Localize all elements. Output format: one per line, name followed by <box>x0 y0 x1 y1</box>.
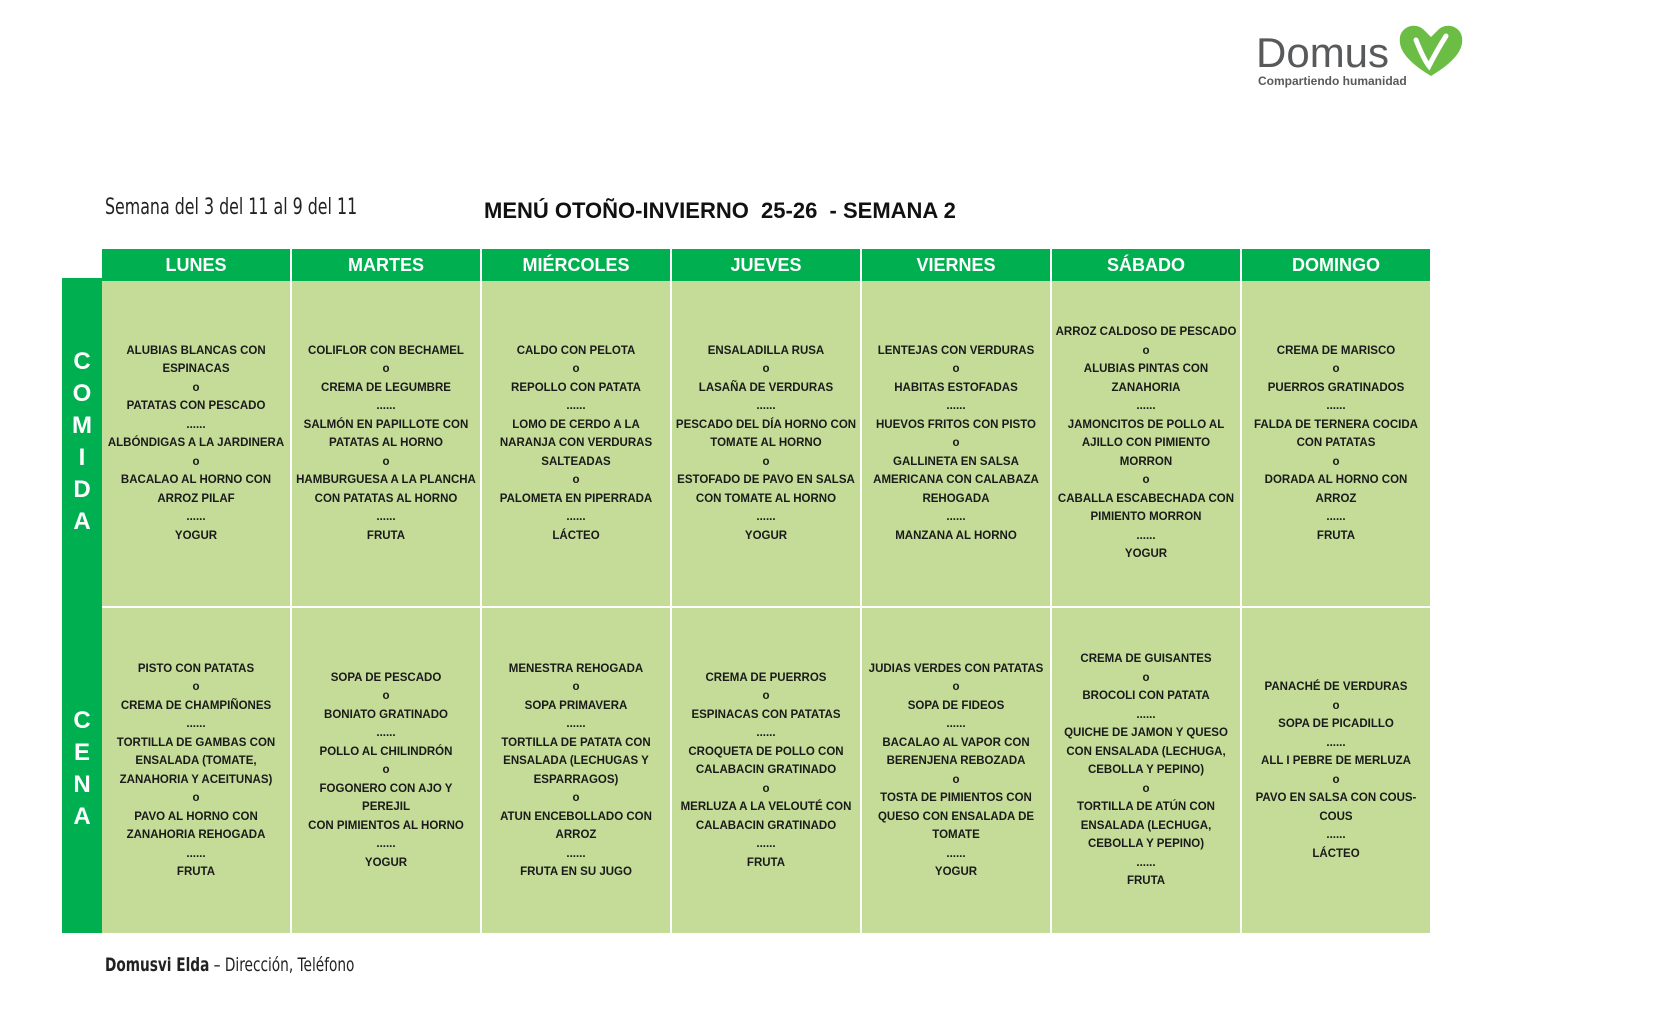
footer-name: Domusvi Elda <box>105 954 210 976</box>
menu-title: MENÚ OTOÑO-INVIERNO 25-26 - SEMANA 2 <box>484 198 956 223</box>
day-header-2: MIÉRCOLES <box>482 249 672 281</box>
heart-icon <box>1396 22 1466 80</box>
footer <box>105 954 354 976</box>
menu-cell: ARROZ CALDOSO DE PESCADO o ALUBIAS PINTAS CON ZANAHORIA ...... JAMONCITOS DE POLLO AL AJILLO CON PIMIENTO MORRON o CABALLA ESCABECHADA CON PIMIENTO MORRON ...... YOGUR <box>1052 281 1242 608</box>
meal-label-text: CENA <box>73 707 91 830</box>
menu-cell: COLIFLOR CON BECHAMEL o CREMA DE LEGUMBRE ...... SALMÓN EN PAPILLOTE CON PATATAS AL HORNO o HAMBURGUESA A LA PLANCHA CON PATATAS AL HORNO ...... FRUTA <box>292 281 482 608</box>
menu-cell: SOPA DE PESCADO o BONIATO GRATINADO ...... POLLO AL CHILINDRÓN o FOGONERO CON AJO Y PEREJIL CON PIMIENTOS AL HORNO ...... YOGUR <box>292 608 482 935</box>
menu-cell: ALUBIAS BLANCAS CON ESPINACAS o PATATAS CON PESCADO ...... ALBÓNDIGAS A LA JARDINERA o BACALAO AL HORNO CON ARROZ PILAF ...... YOGUR <box>102 281 292 608</box>
day-header-3: JUEVES <box>672 249 862 281</box>
domusvi-logo <box>1256 22 1476 94</box>
menu-cell: PANACHÉ DE VERDURAS o SOPA DE PICADILLO ...... ALL I PEBRE DE MERLUZA o PAVO EN SALSA CON COUS- COUS ...... LÁCTEO <box>1242 608 1432 935</box>
menu-cell: ENSALADILLA RUSA o LASAÑA DE VERDURAS ...... PESCADO DEL DÍA HORNO CON TOMATE AL HORNO o ESTOFADO DE PAVO EN SALSA CON TOMATE AL HORNO ...... YOGUR <box>672 281 862 608</box>
day-header-1: MARTES <box>292 249 482 281</box>
day-header-6: DOMINGO <box>1242 249 1432 281</box>
menu-cell: MENESTRA REHOGADA o SOPA PRIMAVERA ...... TORTILLA DE PATATA CON ENSALADA (LECHUGAS Y ESPARRAGOS) o ATUN ENCEBOLLADO CON ARROZ ...... FRUTA EN SU JUGO <box>482 608 672 935</box>
meal-label-comida <box>62 278 102 608</box>
meal-label-cena <box>62 605 102 935</box>
menu-cell: PISTO CON PATATAS o CREMA DE CHAMPIÑONES ...... TORTILLA DE GAMBAS CON ENSALADA (TOMATE, ZANAHORIA Y ACEITUNAS) o PAVO AL HORNO CON ZANAHORIA REHOGADA ...... FRUTA <box>102 608 292 935</box>
week-label: Semana del 3 del 11 al 9 del 11 <box>105 195 358 220</box>
day-header-5: SÁBADO <box>1052 249 1242 281</box>
logo-tagline: Compartiendo humanidad <box>1258 74 1407 88</box>
menu-cell: LENTEJAS CON VERDURAS o HABITAS ESTOFADAS ...... HUEVOS FRITOS CON PISTO o GALLINETA EN SALSA AMERICANA CON CALABAZA REHOGADA ...... MANZANA AL HORNO <box>862 281 1052 608</box>
footer-details: Dirección, Teléfono <box>224 954 355 976</box>
day-header-4: VIERNES <box>862 249 1052 281</box>
logo-wordmark: Domus <box>1256 29 1390 76</box>
menu-cell: CREMA DE GUISANTES o BROCOLI CON PATATA ...... QUICHE DE JAMON Y QUESO CON ENSALADA (LECHUGA, CEBOLLA Y PEPINO) o TORTILLA DE ATÚN CON ENSALADA (LECHUGA, CEBOLLA Y PEPINO) ...... FRUTA <box>1052 608 1242 935</box>
menu-cell: CREMA DE PUERROS o ESPINACAS CON PATATAS ...... CROQUETA DE POLLO CON CALABACIN GRATINADO o MERLUZA A LA VELOUTÉ CON CALABACIN GRATINADO ...... FRUTA <box>672 608 862 935</box>
menu-cell: JUDIAS VERDES CON PATATAS o SOPA DE FIDEOS ...... BACALAO AL VAPOR CON BERENJENA REBOZADA o TOSTA DE PIMIENTOS CON QUESO CON ENSALADA DE TOMATE ...... YOGUR <box>862 608 1052 935</box>
day-header-0: LUNES <box>102 249 292 281</box>
meal-label-text: COMIDA <box>72 348 92 535</box>
footer-separator: – <box>209 954 225 976</box>
menu-cell: CALDO CON PELOTA o REPOLLO CON PATATA ...... LOMO DE CERDO A LA NARANJA CON VERDURAS SALTEADAS o PALOMETA EN PIPERRADA ...... LÁCTEO <box>482 281 672 608</box>
menu-cell: CREMA DE MARISCO o PUERROS GRATINADOS ...... FALDA DE TERNERA COCIDA CON PATATAS o DORADA AL HORNO CON ARROZ ...... FRUTA <box>1242 281 1432 608</box>
